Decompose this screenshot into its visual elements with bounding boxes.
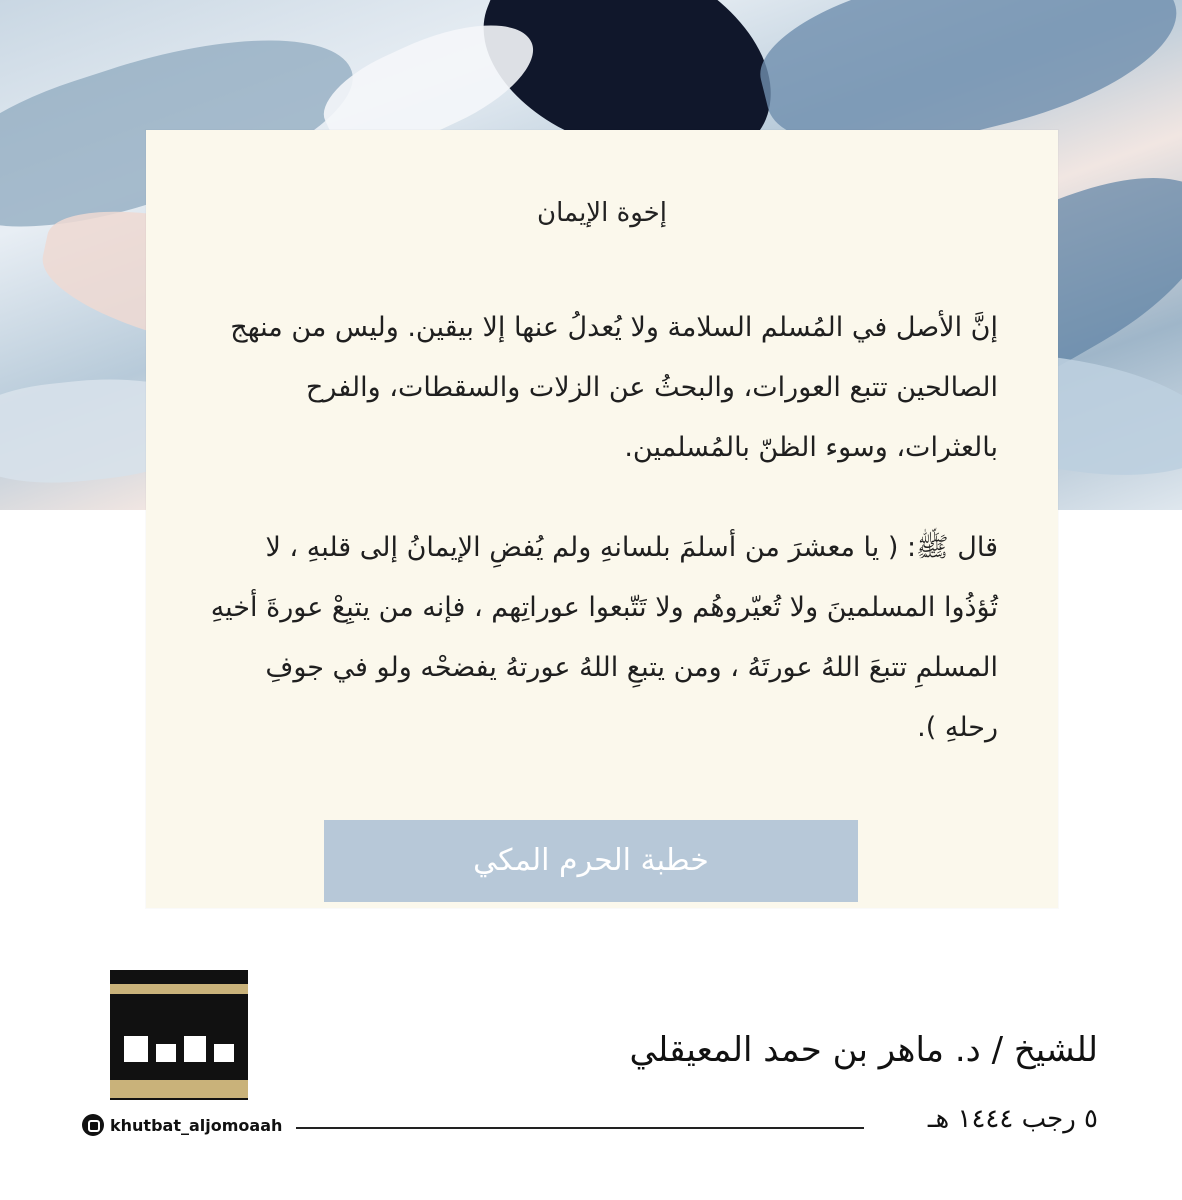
instagram-handle: khutbat_aljomoaah	[110, 1115, 283, 1135]
kaaba-logo-icon	[110, 970, 248, 1100]
khutba-source-label: خطبة الحرم المكي	[324, 820, 858, 902]
divider-line	[296, 1127, 864, 1129]
instagram-handle-row[interactable]	[82, 1112, 282, 1138]
quote-card	[146, 130, 1058, 908]
date-text: ٥ رجب ١٤٤٤ هـ	[927, 1104, 1098, 1134]
instagram-icon	[82, 1114, 104, 1136]
card-title: إخوة الإيمان	[537, 198, 667, 228]
author-line: للشيخ / د. ماهر بن حمد المعيقلي	[629, 1030, 1098, 1070]
card-paragraph-2: قال ﷺ: ( يا معشرَ من أسلمَ بلسانهِ ولم يُفضِ الإيمانُ إلى قلبهِ ، لا تُؤذُوا المسلمينَ ولا تُعيّروهُم ولا تَتّبعوا عوراتِهم ، فإنه من يتبِعْ عورةَ أخيهِ المسلمِ تتبعَ اللهُ عورتَهُ ، ومن يتبعِ اللهُ عورتهُ يفضحْه ولو في جوفِ رحلهِ ).	[210, 532, 998, 743]
card-paragraph-1: إنَّ الأصل في المُسلم السلامة ولا يُعدلُ عنها إلا بيقين. وليس من منهج الصالحين تتبع العورات، والبحثُ عن الزلات والسقطات، والفرح بالعثرات، وسوء الظنّ بالمُسلمين.	[230, 312, 998, 463]
